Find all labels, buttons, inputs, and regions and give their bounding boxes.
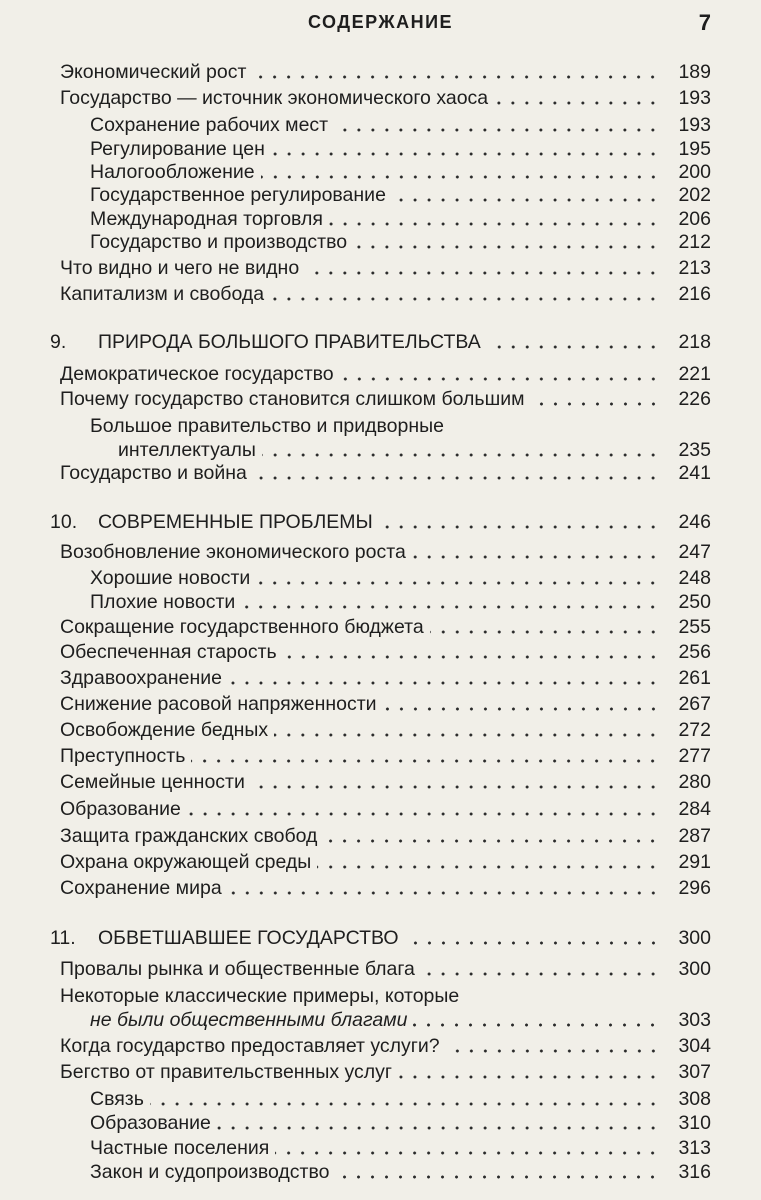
toc-subentry[interactable]: Закон и судопроизводство 316 bbox=[90, 1161, 711, 1183]
toc-subentry[interactable]: Налогообложение 200 bbox=[90, 161, 711, 183]
toc-subentry[interactable]: Связь 308 bbox=[90, 1088, 711, 1110]
toc-entry[interactable]: Капитализм и свобода 216 bbox=[60, 283, 711, 305]
toc-subentry[interactable]: Регулирование цен 195 bbox=[90, 138, 711, 160]
toc-entry[interactable]: Бегство от правительственных услуг 307 bbox=[60, 1061, 711, 1083]
toc-subentry[interactable]: Государственное регулирование 202 bbox=[90, 184, 711, 206]
toc-chapter[interactable]: 11. ОБВЕТШАВШЕЕ ГОСУДАРСТВО 300 bbox=[50, 927, 711, 949]
toc-entry[interactable]: Семейные ценности 280 bbox=[60, 771, 711, 793]
toc-entry[interactable]: Преступность 277 bbox=[60, 745, 711, 767]
toc-entry-line1: Некоторые классические примеры, которые bbox=[60, 985, 460, 1007]
toc-entry[interactable]: Что видно и чего не видно 213 bbox=[60, 257, 711, 279]
toc-entry[interactable]: Защита гражданских свобод 287 bbox=[60, 825, 711, 847]
toc-entry[interactable]: Государство — источник экономического хаоса 193 bbox=[60, 87, 711, 109]
toc-entry[interactable]: Образование 284 bbox=[60, 798, 711, 820]
toc-subentry[interactable]: Плохие новости 250 bbox=[90, 591, 711, 613]
toc-entry[interactable]: Здравоохранение 261 bbox=[60, 667, 711, 689]
toc-chapter[interactable]: 10. СОВРЕМЕННЫЕ ПРОБЛЕМЫ 246 bbox=[50, 511, 711, 533]
toc-entry[interactable]: Охрана окружающей среды 291 bbox=[60, 851, 711, 873]
page-number: 7 bbox=[698, 10, 711, 35]
toc-entry[interactable]: не были общественными благами 303 bbox=[90, 1009, 711, 1031]
toc-subentry[interactable]: интеллектуалы 235 bbox=[118, 439, 711, 461]
toc-chapter[interactable]: 9. ПРИРОДА БОЛЬШОГО ПРАВИТЕЛЬСТВА 218 bbox=[50, 331, 711, 353]
toc-entry[interactable]: Почему государство становится слишком большим 226 bbox=[60, 388, 711, 410]
toc-entry[interactable]: Государство и война 241 bbox=[60, 462, 711, 484]
toc-subentry[interactable]: Сохранение рабочих мест 193 bbox=[90, 114, 711, 136]
toc-entry[interactable]: Снижение расовой напряженности 267 bbox=[60, 693, 711, 715]
toc-entry[interactable]: Обеспеченная старость 256 bbox=[60, 641, 711, 663]
toc-entry[interactable]: Освобождение бедных 272 bbox=[60, 719, 711, 741]
toc-subentry-line1: Большое правительство и придворные bbox=[90, 415, 444, 437]
toc-subentry[interactable]: Хорошие новости 248 bbox=[90, 567, 711, 589]
toc-entry[interactable]: Сокращение государственного бюджета 255 bbox=[60, 616, 711, 638]
running-title: СОДЕРЖАНИЕ bbox=[307, 12, 454, 32]
toc-entry[interactable]: Сохранение мира 296 bbox=[60, 877, 711, 899]
toc-subentry[interactable]: Частные поселения 313 bbox=[90, 1137, 711, 1159]
toc-entry[interactable]: Возобновление экономического роста 247 bbox=[60, 541, 711, 563]
toc-subentry[interactable]: Государство и производство 212 bbox=[90, 231, 711, 253]
toc-entry[interactable]: Экономический рост 189 bbox=[60, 61, 711, 83]
toc-entry[interactable]: Провалы рынка и общественные блага 300 bbox=[60, 958, 711, 980]
toc-entry[interactable]: Демократическое государство 221 bbox=[60, 363, 711, 385]
toc-entry[interactable]: Когда государство предоставляет услуги? 304 bbox=[60, 1035, 711, 1057]
toc-subentry[interactable]: Международная торговля 206 bbox=[90, 208, 711, 230]
toc-subentry[interactable]: Образование 310 bbox=[90, 1112, 711, 1134]
